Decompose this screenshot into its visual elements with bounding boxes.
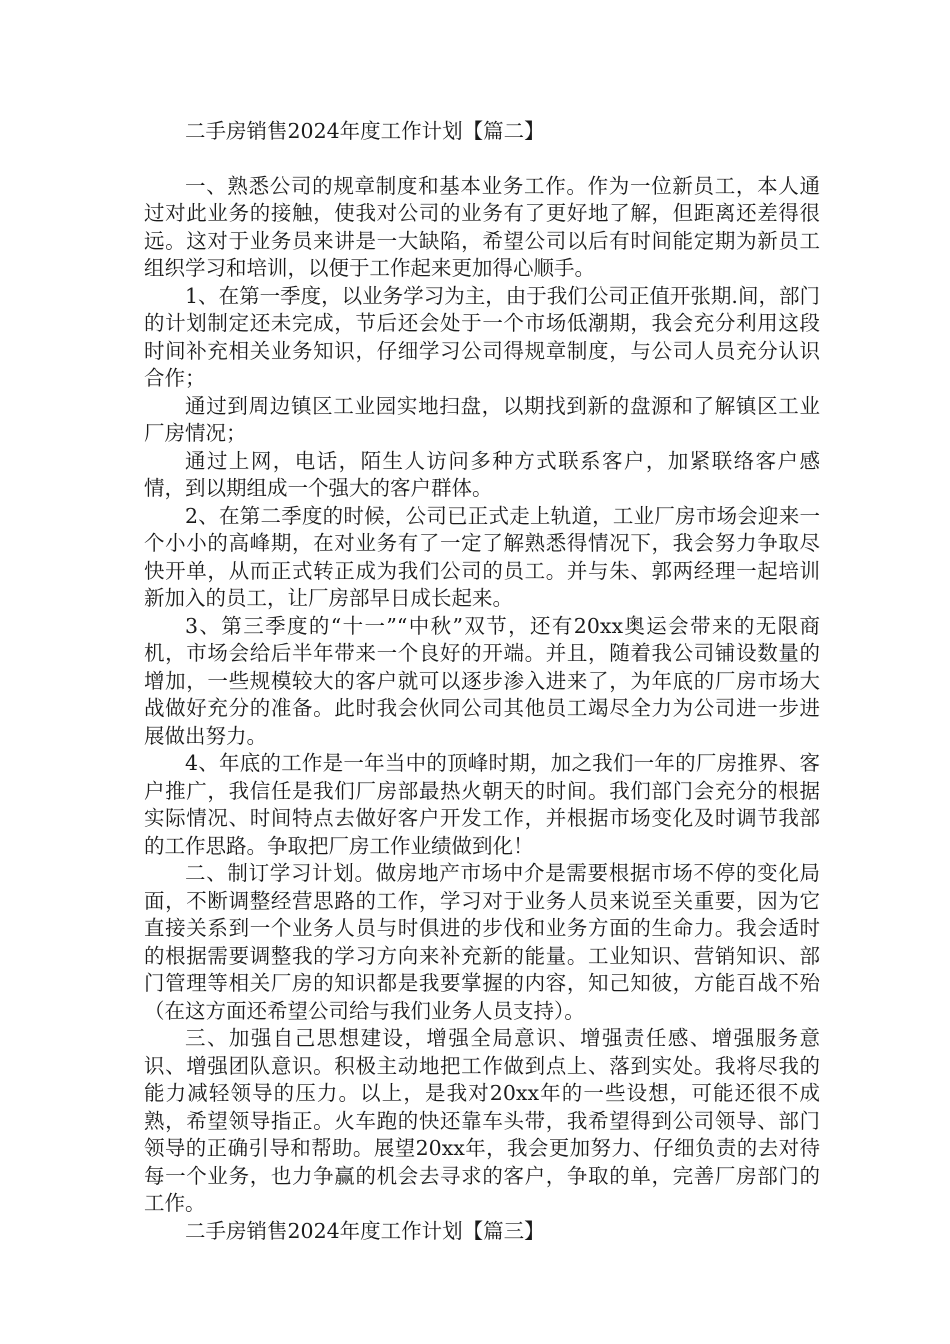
document-page xyxy=(144,118,820,1245)
paragraph-second-quarter: 2、在第二季度的时候，公司已正式走上轨道，工业厂房市场会迎来一个小小的高峰期，在对业务有了一定了解熟悉得情况下，我会努力争取尽快开单，从而正式转正成为我们公司的员工。并与朱、郭两经理一起培训新加入的员工，让厂房部早日成长起来。 xyxy=(144,503,820,610)
paragraph-third-quarter: 3、第三季度的“十一”“中秋”双节，还有20xx奥运会带来的无限商机，市场会给后半年带来一个良好的开端。并且，随着我公司铺设数量的增加，一些规模较大的客户就可以逐步渗入进来了，为年底的厂房市场大战做好充分的准备。此时我会伙同公司其他员工竭尽全力为公司进一步进展做出努力。 xyxy=(144,613,820,748)
section-heading-part2: 二手房销售2024年度工作计划【篇二】 xyxy=(185,119,545,143)
paragraph-familiarize-rules: 一、熟悉公司的规章制度和基本业务工作。作为一位新员工，本人通过对此业务的接触，使我对公司的业务有了更好地了解，但距离还差得很远。这对于业务员来讲是一大缺陷，希望公司以后有时间能定期为新员工组织学习和培训，以便于工作起来更加得心顺手。 xyxy=(144,173,820,280)
paragraph-study-plan: 二、制订学习计划。做房地产市场中介是需要根据市场不停的变化局面，不断调整经营思路的工作，学习对于业务人员来说至关重要，因为它直接关系到一个业务人员与时俱进的步伐和业务方面的生命力。我会适时的根据需要调整我的学习方向来补充新的能量。工业知识、营销知识、部门管理等相关厂房的知识都是我要掌握的内容，知己知彼，方能百战不殆（在这方面还希望公司给与我们业务人员支持）。 xyxy=(144,861,820,1023)
paragraph-year-end: 4、年底的工作是一年当中的顶峰时期，加之我们一年的厂房推界、客户推广，我信任是我们厂房部最热火朝天的时间。我们部门会充分的根据实际情况、时间特点去做好客户开发工作，并根据市场变化及时调节我部的工作思路。争取把厂房工作业绩做到化！ xyxy=(144,751,820,858)
paragraph-industrial-park: 通过到周边镇区工业园实地扫盘，以期找到新的盘源和了解镇区工业厂房情况； xyxy=(144,393,820,445)
section-heading-part3: 二手房销售2024年度工作计划【篇三】 xyxy=(185,1218,545,1243)
paragraph-contact-clients: 通过上网，电话，陌生人访问多种方式联系客户，加紧联络客户感情，到以期组成一个强大的客户群体。 xyxy=(144,448,820,500)
paragraph-first-quarter: 1、在第一季度，以业务学习为主，由于我们公司正值开张期.间，部门的计划制定还未完成，节后还会处于一个市场低潮期，我会充分利用这段时间补充相关业务知识，仔细学习公司得规章制度，与公司人员充分认识合作； xyxy=(144,283,820,390)
paragraph-ideology: 三、加强自己思想建设，增强全局意识、增强责任感、增强服务意识、增强团队意识。积极主动地把工作做到点上、落到实处。我将尽我的能力减轻领导的压力。以上，是我对20xx年的一些设想，可能还很不成熟，希望领导指正。火车跑的快还靠车头带，我希望得到公司领导、部门领导的正确引导和帮助。展望20xx年，我会更加努力、仔细负责的去对待每一个业务，也力争赢的机会去寻求的客户，争取的单，完善厂房部门的工作。 xyxy=(144,1026,820,1215)
